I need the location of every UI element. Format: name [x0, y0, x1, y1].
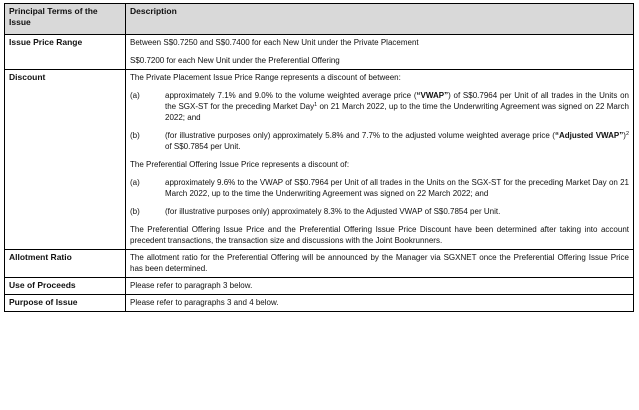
- discount-item-a-private: [130, 90, 629, 123]
- term-vwap: “VWAP”: [416, 91, 449, 100]
- term-issue-price-range: Issue Price Range: [5, 35, 126, 70]
- item-label: (a): [130, 178, 140, 187]
- description-purpose-of-issue: Please refer to paragraphs 3 and 4 below.: [126, 295, 634, 312]
- issue-price-preferential-offering: S$0.7200 for each New Unit under the Preferential Offering: [130, 56, 340, 65]
- item-text-part: (for illustrative purposes only) approximately 5.8% and 7.7% to the adjusted volume weighted average price (: [165, 131, 555, 140]
- item-text-part: approximately 7.1% and 9.0% to the volume weighted average price (: [165, 91, 417, 100]
- description-issue-price-range: [126, 35, 634, 70]
- footnote-marker-2: 2: [625, 131, 629, 137]
- item-label: (a): [130, 91, 140, 100]
- footnote-marker-1: 1: [314, 102, 318, 108]
- discount-item-b-private: [130, 130, 629, 152]
- header-row: [5, 4, 634, 35]
- item-text: (for illustrative purposes only) approximately 8.3% to the Adjusted VWAP of S$0.7854 per Unit.: [165, 207, 501, 216]
- item-text-part: ) of S$0.7964 per Unit of all trades in the Units on the SGX-ST for the preceding Market Day: [165, 91, 629, 111]
- row-discount: [5, 70, 634, 250]
- header-principal-terms: Principal Terms of the Issue: [5, 4, 126, 35]
- discount-closing: The Preferential Offering Issue Price and the Preferential Offering Issue Price Discount have been determined after taking into account precedent transactions, the transaction size and discussions with the Joint Bookrunners.: [130, 225, 629, 245]
- discount-item-b-preferential: [130, 206, 629, 217]
- term-discount: Discount: [5, 70, 126, 250]
- row-use-of-proceeds: [5, 278, 634, 295]
- row-allotment-ratio: [5, 250, 634, 278]
- item-text-part: on 21 March 2022, up to the time the Underwriting Agreement was signed on 22 March 2022; and: [165, 102, 629, 122]
- description-use-of-proceeds: Please refer to paragraph 3 below.: [126, 278, 634, 295]
- item-text-part: ): [623, 131, 626, 140]
- term-adjusted-vwap: “Adjusted VWAP”: [554, 131, 624, 140]
- discount-intro-preferential: The Preferential Offering Issue Price represents a discount of:: [130, 160, 350, 169]
- item-text: [165, 130, 629, 152]
- discount-intro-private-placement: The Private Placement Issue Price Range represents a discount of between:: [130, 73, 401, 82]
- term-allotment-ratio: Allotment Ratio: [5, 250, 126, 278]
- row-issue-price-range: [5, 35, 634, 70]
- item-label: (b): [130, 131, 140, 140]
- item-label: (b): [130, 207, 140, 216]
- item-text: [165, 90, 629, 123]
- item-text-part: of S$0.7854 per Unit.: [165, 142, 241, 151]
- header-description: Description: [126, 4, 634, 35]
- description-allotment-ratio: The allotment ratio for the Preferential Offering will be announced by the Manager via SGXNET once the Preferential Offering Issue Price has been determined.: [126, 250, 634, 278]
- issue-price-private-placement: Between S$0.7250 and S$0.7400 for each New Unit under the Private Placement: [130, 38, 419, 47]
- row-purpose-of-issue: [5, 295, 634, 312]
- discount-item-a-preferential: [130, 177, 629, 199]
- description-discount: [126, 70, 634, 250]
- item-text: approximately 9.6% to the VWAP of S$0.7964 per Unit of all trades in the Units on the SGX-ST for the preceding Market Day on 21 March 2022, up to the time the Underwriting Agreement was signed on 22 March 2022; and: [165, 178, 629, 198]
- term-use-of-proceeds: Use of Proceeds: [5, 278, 126, 295]
- term-purpose-of-issue: Purpose of Issue: [5, 295, 126, 312]
- terms-table: [4, 3, 634, 312]
